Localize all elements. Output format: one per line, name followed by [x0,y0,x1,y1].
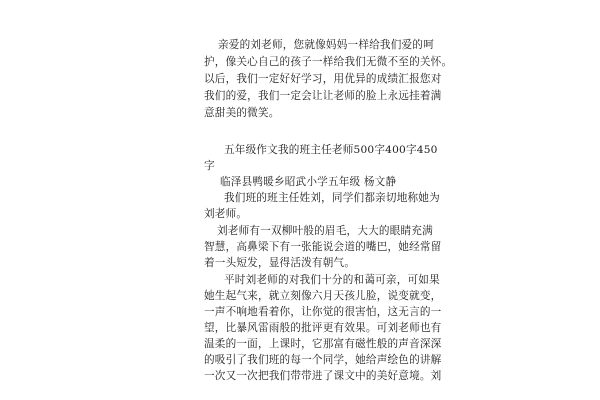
article-title: 五年级作文我的班主任老师500字400字450 [224,144,438,156]
paragraph-line: 意甜美的微笑。 [204,107,280,119]
body-line: 着一头短发，显得活泼有朝气。 [204,257,356,269]
paragraph-line: 我们的爱，我们一定会让让老师的脸上永远挂着满 [204,90,442,102]
body-line: 望，比暴风雷雨般的批评更有效果。可刘老师也有 [204,322,442,334]
paragraph-line: 以后，我们一定好好学习，用优异的成绩汇报您对 [204,73,442,85]
paragraph-line: 护，像关心自己的孩子一样给我们无微不至的关怀。 [204,56,453,68]
body-line: 一声不响地看着你，让你觉的很害怕，这无言的一 [204,306,442,318]
body-line: 智慧，高鼻梁下有一张能说会道的嘴巴，她经常留 [204,241,442,253]
body-line: 平时刘老师的对我们十分的和蔼可亲，可如果 [224,274,440,286]
body-line: 温柔的一面，上课时，它那富有磁性般的声音深深 [204,338,442,350]
body-line: 一次又一次把我们带带进了课文中的美好意境。刘 [204,370,442,382]
article-byline: 临泽县鸭暖乡昭武小学五年级 杨文静 [220,176,397,188]
body-line: 她生起气来，就立刻像六月天孩儿脸，说变就变， [204,290,442,302]
article-title-continued: 字 [204,160,215,172]
paragraph-line: 亲爱的刘老师，您就像妈妈一样给我们爱的呵 [218,39,434,51]
body-line: 刘老师。 [204,208,248,220]
body-line: 我们班的班主任姓刘，同学们都亲切地称她为 [224,192,440,204]
body-line: 刘老师有一双柳叶般的眉毛，大大的眼睛充满 [217,225,433,237]
body-line: 的吸引了我们班的每一个同学，她给声绘色的讲解 [204,354,442,366]
